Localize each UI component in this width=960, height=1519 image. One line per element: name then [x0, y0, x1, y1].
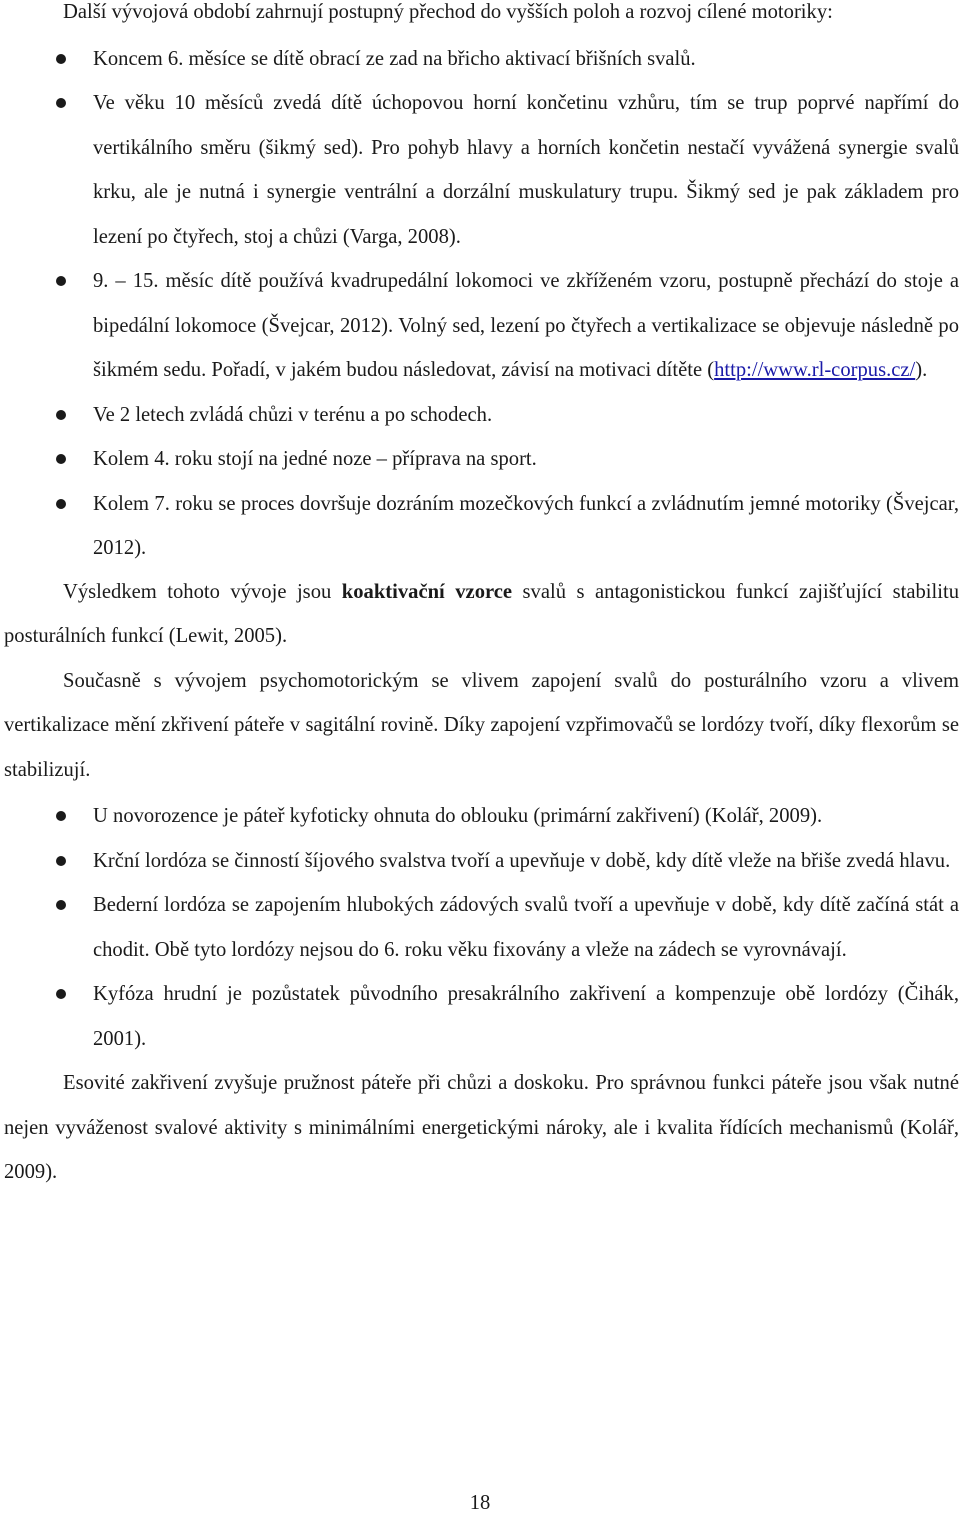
- list-item-text: Ve 2 letech zvládá chůzi v terénu a po schodech.: [93, 403, 493, 426]
- bullet-icon: [56, 276, 66, 286]
- bullet-icon: [56, 410, 66, 420]
- list-item: [4, 482, 959, 571]
- document-page: [4, 0, 959, 1195]
- list-item: [4, 393, 959, 438]
- bullet-icon: [56, 856, 66, 866]
- list-item-text: Kolem 4. roku stojí na jedné noze – příprava na sport.: [93, 448, 537, 470]
- intro-paragraph: Další vývojová období zahrnují postupný přechod do vyšších poloh a rozvoj cílené motoriky:: [63, 1, 833, 23]
- list-item: [4, 259, 959, 393]
- list-item-text: Koncem 6. měsíce se dítě obrací ze zad na břicho aktivací břišních svalů.: [93, 47, 696, 70]
- list-item: [4, 839, 959, 884]
- s-curve-paragraph: Esovité zakřivení zvyšuje pružnost páteře při chůzi a doskoku. Pro správnou funkci páteře jsou však nutné nejen vyváženost svalové aktivity s minimálními energetickými nároky, ale i kvalita řídících mechanismů (Kolář, 2009).: [4, 1072, 959, 1183]
- list-item: [4, 883, 959, 972]
- list-item-text: U novorozence je páteř kyfoticky ohnuta do oblouku (primární zakřivení) (Kolář, 2009).: [93, 805, 823, 827]
- bullet-icon: [56, 499, 66, 509]
- list-item: [4, 437, 959, 482]
- list-item-text: Ve věku 10 měsíců zvedá dítě úchopovou horní končetinu vzhůru, tím se trup poprvé napřímí do vertikálního směru (šikmý sed). Pro pohyb hlavy a horních končetin nestačí vyvážená synergie svalů krku, ale je nutná i synergie ventrální a dorzální muskulatury trupu. Šikmý sed je pak základem pro lezení po čtyřech, stoj a chůzi (Varga, 2008).: [93, 92, 959, 248]
- list-item: [4, 794, 959, 839]
- list-item-text: Kyfóza hrudní je pozůstatek původního presakrálního zakřivení a kompenzuje obě lordózy (Čihák, 2001).: [93, 983, 959, 1050]
- rl-corpus-link[interactable]: http://www.rl-corpus.cz/: [714, 359, 916, 381]
- spine-curvature-paragraph: Současně s vývojem psychomotorickým se vlivem zapojení svalů do posturálního vzoru a vlivem vertikalizace mění zkřivení páteře v sagitální rovině. Díky zapojení vzpřimovačů se lordózy tvoří, díky flexorům se stabilizují.: [4, 669, 959, 781]
- bullet-icon: [56, 811, 66, 821]
- bullet-icon: [56, 900, 66, 910]
- bullet-icon: [56, 54, 66, 64]
- list-item-text: Kolem 7. roku se proces dovršuje dozráním mozečkových funkcí a zvládnutím jemné motoriky (Švejcar, 2012).: [93, 492, 959, 559]
- bullet-icon: [56, 454, 66, 464]
- paragraph-text: Výsledkem tohoto vývoje jsou: [63, 580, 342, 603]
- development-list: [4, 37, 959, 571]
- list-item-text: 9. – 15. měsíc dítě používá kvadrupedální lokomoci ve zkříženém vzoru, postupně přechází do stoje a bipedální lokomoce (Švejcar, 2012). Volný sed, lezení po čtyřech a vertikalizace se objevuje následně po šikmém sedu. Pořadí, v jakém budou následovat, závisí na motivaci dítěte (: [93, 270, 959, 381]
- bullet-icon: [56, 98, 66, 108]
- list-item: [4, 972, 959, 1061]
- list-item-text: Krční lordóza se činností šíjového svalstva tvoří a upevňuje v době, kdy dítě vleže na břiše zvedá hlavu.: [93, 849, 951, 872]
- list-item-text: Bederní lordóza se zapojením hlubokých zádových svalů tvoří a upevňuje v době, kdy dítě začíná stát a chodit. Obě tyto lordózy nejsou do 6. roku věku fixovány a vleže na zádech se vyrovnávají.: [93, 894, 959, 961]
- paragraph-text-end: svalů s antagonistickou funkcí zajišťující stabilitu posturálních funkcí (Lewit, 2005).: [4, 580, 959, 647]
- list-item: [4, 37, 959, 82]
- list-item: [4, 81, 959, 259]
- coactivation-paragraph: [4, 570, 959, 659]
- list-item-text-end: ).: [915, 359, 928, 381]
- bold-term: koaktivační vzorce: [341, 580, 513, 603]
- lordosis-list: [4, 794, 959, 1061]
- page-number: 18: [469, 1492, 491, 1514]
- bullet-icon: [56, 989, 66, 999]
